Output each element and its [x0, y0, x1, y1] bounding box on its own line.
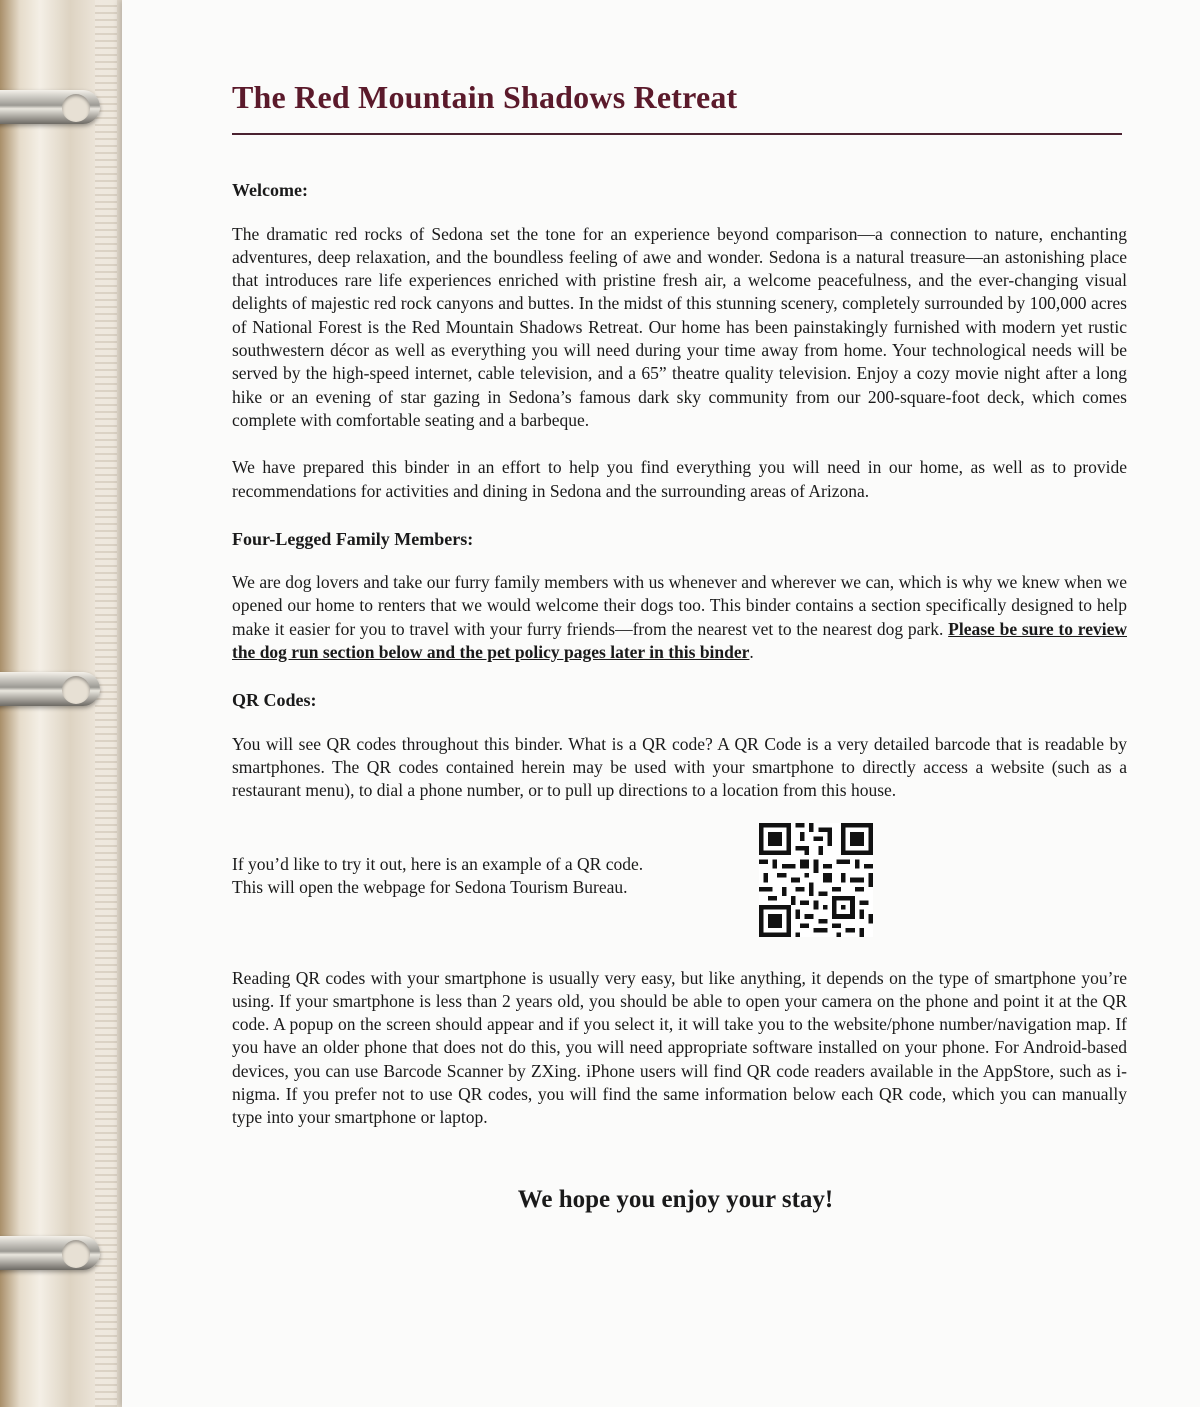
- pets-paragraph-end: .: [749, 642, 754, 663]
- pets-paragraph: [232, 571, 1127, 664]
- closing-message: We hope you enjoy your stay!: [517, 1185, 834, 1213]
- section-heading-welcome: Welcome:: [232, 180, 308, 201]
- page-content: [232, 80, 1127, 1211]
- pets-paragraph-text: We are dog lovers and take our furry family members with us whenever and wherever we can, which is why we knew when we opened our home to renters that we would welcome their dogs too. This binder contains a section specifically designed to help make it easier for you to travel with your furry friends—from the nearest vet to the nearest dog park.: [232, 572, 1127, 639]
- pet-policy-emphasis: Please be sure to review the dog run section below and the pet policy pages later in this binder: [232, 618, 1127, 663]
- qr-code-icon[interactable]: [759, 823, 873, 937]
- section-heading-qr: QR Codes:: [232, 690, 317, 711]
- punch-hole-middle: [62, 676, 90, 704]
- binder-page: [122, 0, 1200, 1407]
- qr-usage-paragraph: Reading QR codes with your smartphone is usually very easy, but like anything, it depends on the type of smartphone you’re using. If your smartphone is less than 2 years old, you should be able to open your camera on the phone and point it at the QR code. A popup on the screen should appear and if you select it, it will take you to the website/phone number/navigation map. If you have an older phone that does not do this, you will need appropriate software installed on your phone. For Android-based devices, you can use Barcode Scanner by ZXing. iPhone users will find QR code readers available in the AppStore, such as i-nigma. If you prefer not to use QR codes, you will find the same information below each QR code, which you can manually type into your smartphone or laptop.: [232, 967, 1127, 1128]
- section-heading-pets: Four-Legged Family Members:: [232, 528, 474, 549]
- welcome-paragraph-1: The dramatic red rocks of Sedona set the tone for an experience beyond comparison—a connection to nature, enchanting adventures, deep relaxation, and the boundless feeling of awe and wonder. Sedona is a natural treasure—an astonishing place that introduces rare life experiences enriched with pristine fresh air, a welcome peacefulness, and the ever-changing visual delights of majestic red rock canyons and buttes. In the midst of this stunning scenery, completely surrounded by 100,000 acres of National Forest is the Red Mountain Shadows Retreat. Our home has been painstakingly furnished with modern yet rustic southwestern décor as well as everything you will need during your time away from home. Your technological needs will be served by the high-speed internet, cable television, and a 65” theatre quality television. Enjoy a cozy movie night after a long hike or an evening of star gazing in Sedona’s famous dark sky community from our 200-square-foot deck, which comes complete with comfortable seating and a barbeque.: [232, 223, 1127, 430]
- qr-intro-paragraph: You will see QR codes throughout this binder. What is a QR code? A QR Code is a very detailed barcode that is readable by smartphones. The QR codes contained herein may be used with your smartphone to directly access a website (such as a restaurant menu), to dial a phone number, or to pull up directions to a location from this house.: [232, 733, 1127, 801]
- document-title: The Red Mountain Shadows Retreat: [232, 79, 738, 115]
- qr-example-line-1: If you’d like to try it out, here is an example of a QR code.: [232, 853, 644, 874]
- qr-example-text: [232, 853, 752, 900]
- sheet-protector-edge: [95, 0, 117, 1407]
- punch-hole-bottom: [62, 1240, 90, 1268]
- welcome-paragraph-2: We have prepared this binder in an effort to help you find everything you will need in our home, as well as to provide recommendations for activities and dining in Sedona and the surrounding areas of Arizona.: [232, 457, 1127, 501]
- qr-example-row: [232, 815, 1127, 945]
- punch-hole-top: [62, 94, 90, 122]
- qr-example-line-2: This will open the webpage for Sedona Tourism Bureau.: [232, 876, 628, 897]
- title-divider: [232, 133, 1122, 135]
